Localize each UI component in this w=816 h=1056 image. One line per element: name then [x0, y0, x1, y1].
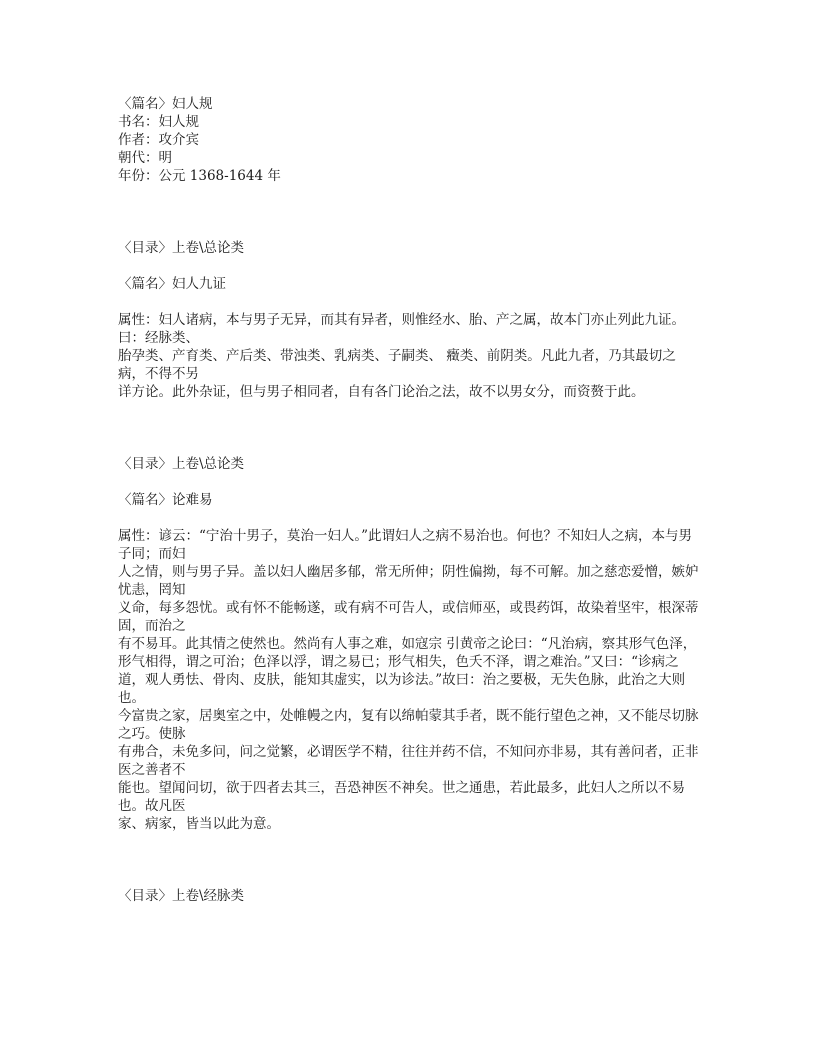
body-line: 详方论。此外杂证，但与男子相同者，自有各门论治之法，故不以男女分，而资赘于此。: [118, 384, 645, 400]
body-line: 义命，每多怨忧。或有怀不能畅遂，或有病不可告人，或信师巫，或畏药饵，故染着坚牢，根深蒂固，而治之: [118, 600, 699, 634]
body-line: 今富贵之家，居奥室之中，处帷幔之内，复有以绵帕蒙其手者，既不能行望色之神，又不能尽切脉之巧。使脉: [118, 708, 699, 742]
book-name-line: 书名：妇人规: [118, 114, 199, 130]
spacer: [118, 257, 702, 275]
body-line: 有不易耳。此其情之使然也。然尚有人事之难，如寇宗 引黄帝之论曰：“凡治病，察其形气色泽，: [118, 636, 697, 652]
author-line: 作者：攻介宾: [118, 132, 199, 148]
year-line: 年份：公元 1368-1644 年: [118, 168, 281, 184]
spacer: [118, 509, 702, 527]
body-line: 形气相得，谓之可治；色泽以浮，谓之易已；形气相失，色夭不泽，谓之难治。”又曰：“诊病之: [118, 654, 679, 670]
spacer: [118, 293, 702, 311]
spacer: [118, 401, 702, 455]
chapter-line: 〈篇名〉妇人九证: [118, 276, 226, 292]
spacer: [118, 473, 702, 491]
section-difficulty: [118, 455, 702, 833]
body-line: 胎孕类、产育类、产后类、带浊类、乳病类、子嗣类、 癥类、前阴类。凡此九者，乃其最切之病，不得不另: [118, 348, 676, 382]
chapter-title-line: 〈篇名〉妇人规: [118, 96, 213, 112]
dynasty-line: 朝代：明: [118, 150, 172, 166]
spacer: [118, 185, 702, 239]
section-nine-syndromes: [118, 239, 702, 401]
catalog-line: 〈目录〉上卷\经脉类: [118, 888, 245, 904]
section-meridians: [118, 887, 702, 905]
body-line: 有弗合，未免多问，问之觉繁，必谓医学不精，往往并药不信，不知问亦非易，其有善问者，正非医之善者不: [118, 744, 699, 778]
document-page: [118, 95, 702, 905]
spacer: [118, 833, 702, 887]
catalog-line: 〈目录〉上卷\总论类: [118, 456, 245, 472]
catalog-line: 〈目录〉上卷\总论类: [118, 240, 245, 256]
body-line: 属性：妇人诸病，本与男子无异，而其有异者，则惟经水、胎、产之属，故本门亦止列此九证。曰：经脉类、: [118, 312, 685, 346]
body-line: 能也。望闻问切，欲于四者去其三，吾恐神医不神矣。世之通患，若此最多，此妇人之所以不易也。故凡医: [118, 780, 685, 814]
book-header: [118, 95, 702, 185]
body-line: 人之情，则与男子异。盖以妇人幽居多郁，常无所伸；阴性偏拗，每不可解。加之慈恋爱憎，嫉妒忧恚，罔知: [118, 564, 699, 598]
body-line: 属性：谚云：“宁治十男子，莫治一妇人。”此谓妇人之病不易治也。何也？不知妇人之病，本与男子同；而妇: [118, 528, 693, 562]
chapter-line: 〈篇名〉论难易: [118, 492, 213, 508]
body-line: 家、病家，皆当以此为意。: [118, 816, 280, 832]
body-line: 道，观人勇怯、骨肉、皮肤，能知其虚实，以为诊法。”故曰：治之要极，无失色脉，此治之大则也。: [118, 672, 686, 706]
